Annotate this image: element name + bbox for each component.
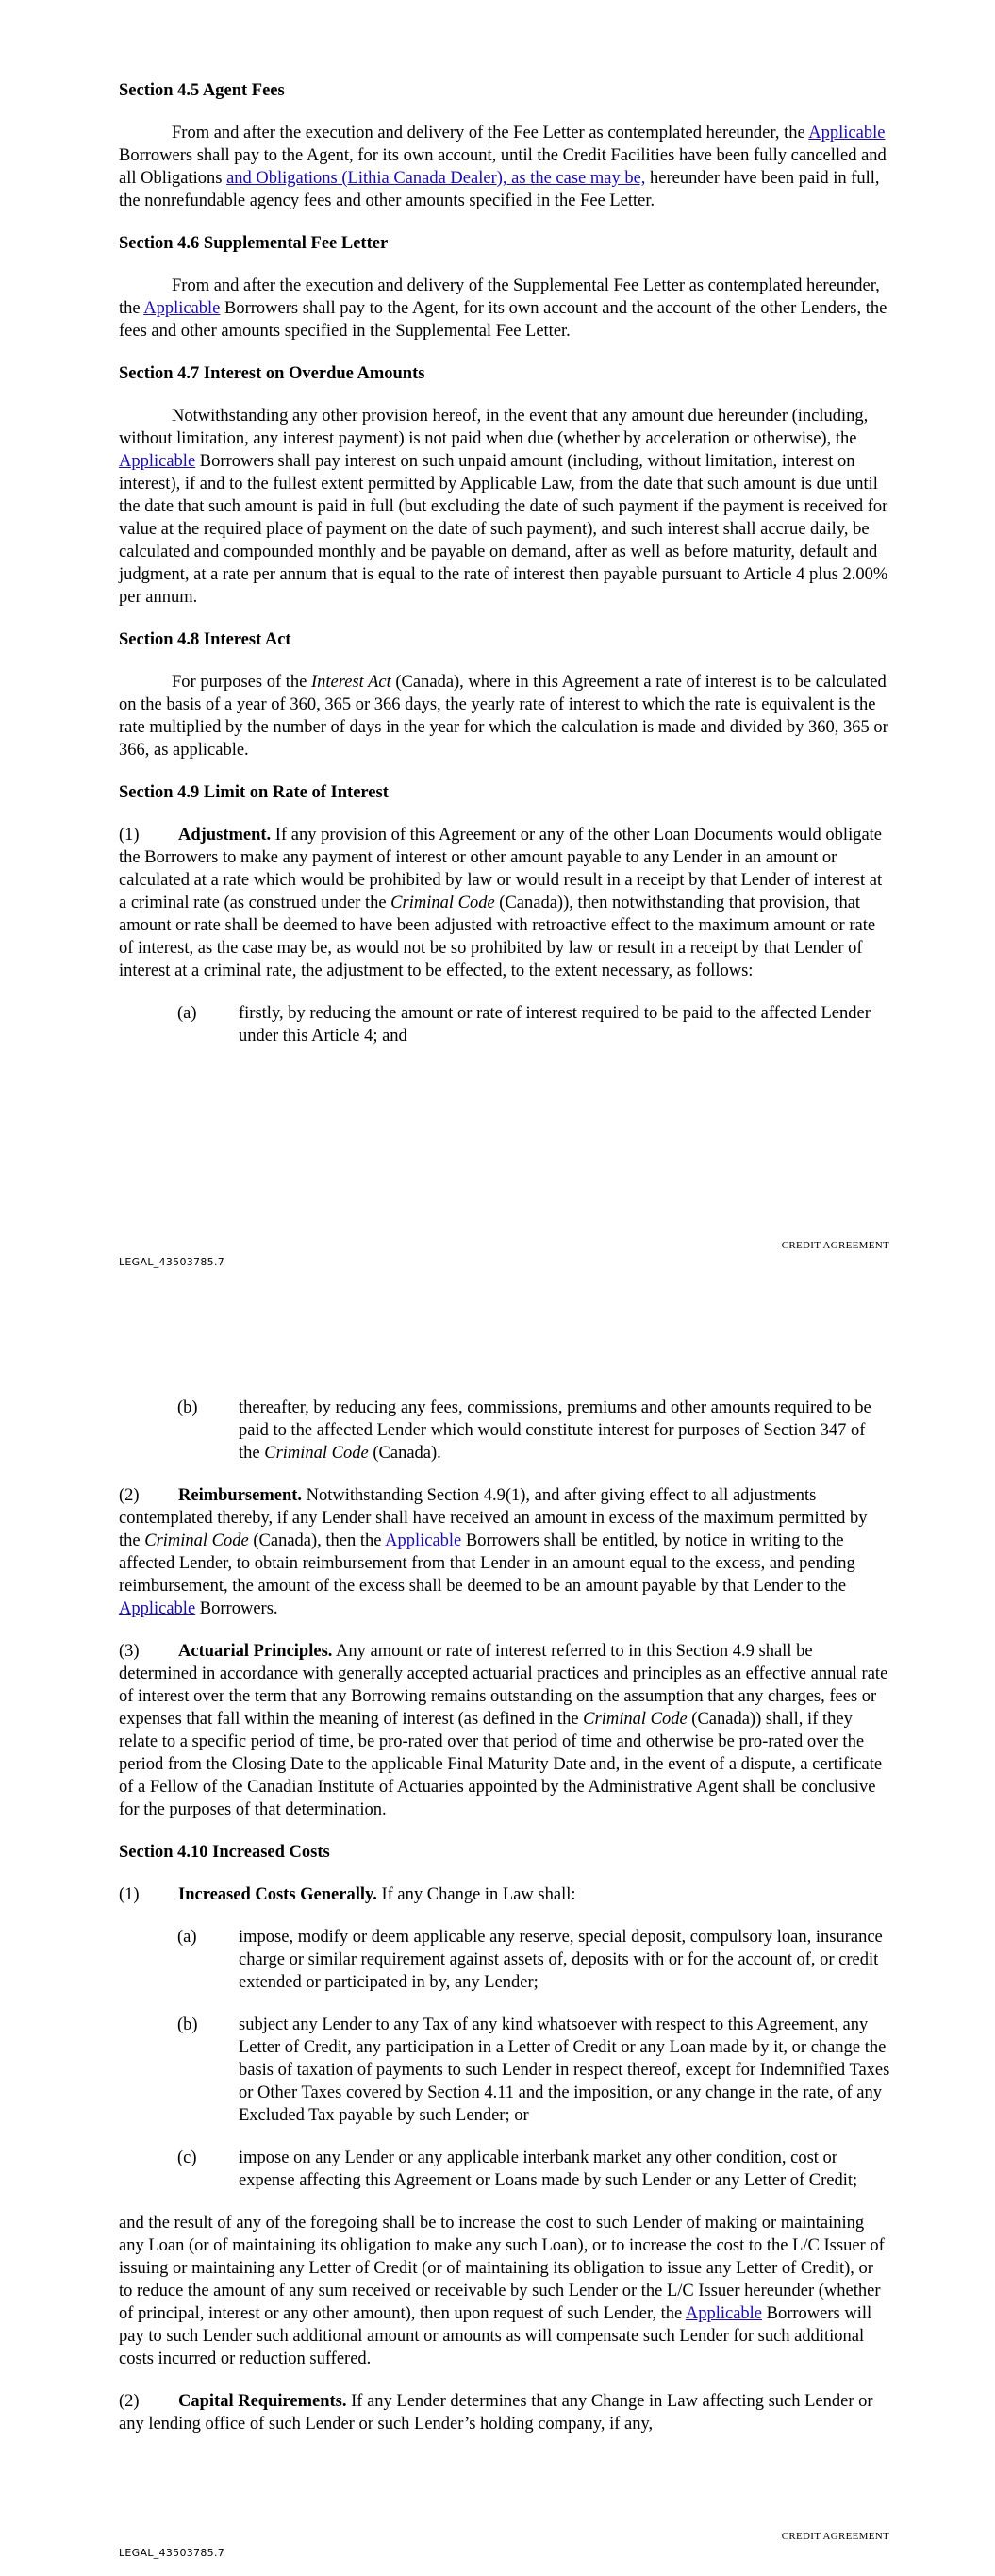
clause-title: Actuarial Principles. [178, 1642, 333, 1661]
subclause-text: firstly, by reducing the amount or rate of interest required to be paid to the affected Lender under this Article 4; and [239, 1004, 871, 1045]
text: From and after the execution and delivery of the Fee Letter as contemplated hereunder, the [172, 124, 809, 142]
text: Notwithstanding any other provision hereof, in the event that any amount due hereunder (including, without limitation, any interest payment) is not paid when due (whether by acceleration or otherwise), the [119, 407, 869, 448]
subclause-text: subject any Lender to any Tax of any kind whatsoever with respect to this Agreement, any Letter of Credit, any participation in a Letter of Credit or any Loan made by it, or change the basis of taxation of payments to such Lender in respect thereof, except for Indemnified Taxes or Other Taxes covered by Section 4.11 and the imposition, or any change in the rate, of any Excluded Tax payable by such Lender; or [239, 2016, 890, 2125]
text: For purposes of the [172, 673, 311, 692]
section-4-9-3-paragraph [119, 1640, 890, 1821]
clause-number: (2) [119, 1486, 140, 1505]
section-4-8-paragraph [119, 671, 890, 761]
text: Borrowers shall be entitled, by notice in writing to the affected Lender, to obtain reimbursement from that Lender in an amount equal to the excess, and pending reimbursement, the amount of the excess shall be deemed to be an amount payable by that Lender to the [119, 1531, 855, 1596]
section-4-9-1-a [119, 1002, 890, 1047]
subclause-label: (b) [177, 1398, 198, 1417]
footer-doc-id: LEGAL_43503785.7 [119, 2547, 225, 2559]
page-2 [0, 1288, 995, 2576]
section-4-9-1-b [119, 1397, 890, 1464]
section-4-5-heading: Section 4.5 Agent Fees [119, 81, 285, 100]
clause-title: Increased Costs Generally. [178, 1885, 377, 1904]
subclause-text: thereafter, by reducing any fees, commissions, premiums and other amounts required to be paid to the affected Lender which would constitute interest for purposes of Section 347 of the [239, 1398, 871, 1463]
page-1-content [119, 79, 890, 1067]
applicable-link[interactable]: Applicable [808, 124, 886, 142]
text: hereunder have been paid in full, the nonrefundable agency fees and other amounts specified in the Fee Letter. [119, 169, 880, 210]
footer-doc-id: LEGAL_43503785.7 [119, 1256, 225, 1268]
subclause-label: (b) [177, 2016, 198, 2034]
text: (Canada)), then notwithstanding that provision, that amount or rate shall be deemed to have been adjusted with retroactive effect to the maximum amount or rate of interest, as the case may be, as would not be so prohibited by law or result in a receipt by that Lender of interest at a criminal rate, the adjustment to be effected, to the extent necessary, as follows: [119, 894, 876, 980]
clause-number: (2) [119, 2392, 140, 2411]
clause-title: Reimbursement. [178, 1486, 303, 1505]
footer-doc-type: CREDIT AGREEMENT [781, 2531, 889, 2542]
criminal-code-italic: Criminal Code [264, 1444, 369, 1463]
criminal-code-italic: Criminal Code [144, 1531, 249, 1550]
subclause-text: impose, modify or deem applicable any reserve, special deposit, compulsory loan, insurance charge or similar requirement against assets of, deposits with or for the account of, or credit extended or participated in by, any Lender; [239, 1928, 883, 1992]
page-2-content [119, 1397, 890, 2455]
section-4-9-2-paragraph [119, 1484, 890, 1620]
section-4-10-1-a [119, 1926, 890, 1994]
text: (Canada), where in this Agreement a rate of interest is to be calculated on the basis of a year of 360, 365 or 366 days, the yearly rate of interest to which the rate is equivalent is the rate multiplied by the number of days in the year for which the calculation is made and divided by 360, 365 or 366, as applicable. [119, 673, 888, 760]
footer-doc-type: CREDIT AGREEMENT [781, 1240, 889, 1251]
text: If any Lender determines that any Change in Law affecting such Lender or any lending office of such Lender or such Lender’s holding company, if any, [119, 2392, 873, 2434]
clause-title: Adjustment. [178, 826, 272, 845]
text: (Canada)) shall, if they relate to a specific period of time, be pro-rated over that period of time and otherwise be pro-rated over the period from the Closing Date to the applicable Final Maturity Date and, in the event of a dispute, a certificate of a Fellow of the Canadian Institute of Actuaries appointed by the Administrative Agent shall be conclusive for the purposes of that determination. [119, 1710, 883, 1819]
applicable-link[interactable]: Applicable [685, 2304, 763, 2323]
section-4-6-heading: Section 4.6 Supplemental Fee Letter [119, 234, 389, 253]
text: Borrowers will pay to such Lender such additional amount or amounts as will compensate such Lender for such additional costs incurred or reduction suffered. [119, 2304, 872, 2368]
subclause-text: impose on any Lender or any applicable interbank market any other condition, cost or expense affecting this Agreement or Loans made by such Lender or any Letter of Credit; [239, 2149, 858, 2190]
text: Borrowers. [195, 1599, 278, 1618]
clause-title: Capital Requirements. [178, 2392, 347, 2411]
text: (Canada). [368, 1444, 441, 1463]
criminal-code-italic: Criminal Code [583, 1710, 688, 1729]
section-4-10-heading: Section 4.10 Increased Costs [119, 1843, 330, 1862]
section-4-10-1-c [119, 2147, 890, 2192]
text: Any amount or rate of interest referred to in this Section 4.9 shall be determined in accordance with generally accepted actuarial practices and principles as an effective annual rate of interest over the term that any Borrowing remains outstanding on the assumption that any charges, fees or expenses that fall within the meaning of interest (as defined in the [119, 1642, 888, 1729]
lithia-canada-dealer-insertion-link[interactable]: and Obligations (Lithia Canada Dealer), as the case may be, [226, 169, 646, 188]
section-4-10-1-paragraph [119, 1883, 890, 1906]
clause-number: (1) [119, 826, 140, 845]
clause-number: (3) [119, 1642, 140, 1661]
section-4-9-1-paragraph [119, 824, 890, 982]
section-4-9-heading: Section 4.9 Limit on Rate of Interest [119, 783, 389, 802]
section-4-7-paragraph [119, 405, 890, 609]
section-4-6-paragraph [119, 275, 890, 343]
criminal-code-italic: Criminal Code [390, 894, 495, 912]
interest-act-italic: Interest Act [310, 673, 391, 692]
applicable-link[interactable]: Applicable [143, 299, 221, 318]
text: Borrowers shall pay to the Agent, for its own account and the account of the other Lenders, the fees and other amounts specified in the Supplemental Fee Letter. [119, 299, 887, 341]
section-4-7-heading: Section 4.7 Interest on Overdue Amounts [119, 364, 425, 383]
section-4-10-1-closing-paragraph [119, 2212, 890, 2370]
text: Borrowers shall pay interest on such unpaid amount (including, without limitation, interest on interest), if and to the fullest extent permitted by Applicable Law, from the date that such amount is due until the date that such amount is paid in full (but excluding the date of such payment if the payment is received for value at the required place of payment on the date of such payment), and such interest shall accrue daily, be calculated and compounded monthly and be payable on demand, after as well as before maturity, default and judgment, at a rate per annum that is equal to the rate of interest then payable pursuant to Article 4 plus 2.00% per annum. [119, 452, 888, 607]
applicable-link[interactable]: Applicable [119, 452, 196, 471]
subclause-label: (c) [177, 2149, 197, 2167]
section-4-10-2-paragraph [119, 2390, 890, 2435]
subclause-label: (a) [177, 1928, 197, 1947]
applicable-link[interactable]: Applicable [119, 1599, 196, 1618]
text: If any provision of this Agreement or any of the other Loan Documents would obligate the Borrowers to make any payment of interest or other amount payable to any Lender in an amount or calculated at a rate which would be prohibited by law or would result in a receipt by that Lender of interest at a criminal rate (as construed under the [119, 826, 883, 912]
text: Borrowers shall pay to the Agent, for its own account, until the Credit Facilities have been fully cancelled and all Obligations [119, 146, 887, 188]
text: (Canada), then the [248, 1531, 386, 1550]
section-4-10-1-b [119, 2014, 890, 2127]
text: and the result of any of the foregoing shall be to increase the cost to such Lender of making or maintaining any Loan (or of maintaining its obligation to make any such Loan), or to increase the cost to the L/C Issuer of issuing or maintaining any Letter of Credit (or of maintaining its obligation to issue any Letter of Credit), or to reduce the amount of any sum received or receivable by such Lender or the L/C Issuer hereunder (whether of principal, interest or any other amount), then upon request of such Lender, the [119, 2214, 885, 2323]
text: If any Change in Law shall: [376, 1885, 576, 1904]
clause-number: (1) [119, 1885, 140, 1904]
applicable-link[interactable]: Applicable [385, 1531, 462, 1550]
text: From and after the execution and delivery of the Supplemental Fee Letter as contemplated hereunder, the [119, 276, 880, 318]
text: Notwithstanding Section 4.9(1), and after giving effect to all adjustments contemplated thereby, if any Lender shall have received an amount in excess of the maximum permitted by the [119, 1486, 868, 1550]
subclause-label: (a) [177, 1004, 197, 1023]
section-4-5-paragraph [119, 122, 890, 212]
section-4-8-heading: Section 4.8 Interest Act [119, 630, 291, 649]
